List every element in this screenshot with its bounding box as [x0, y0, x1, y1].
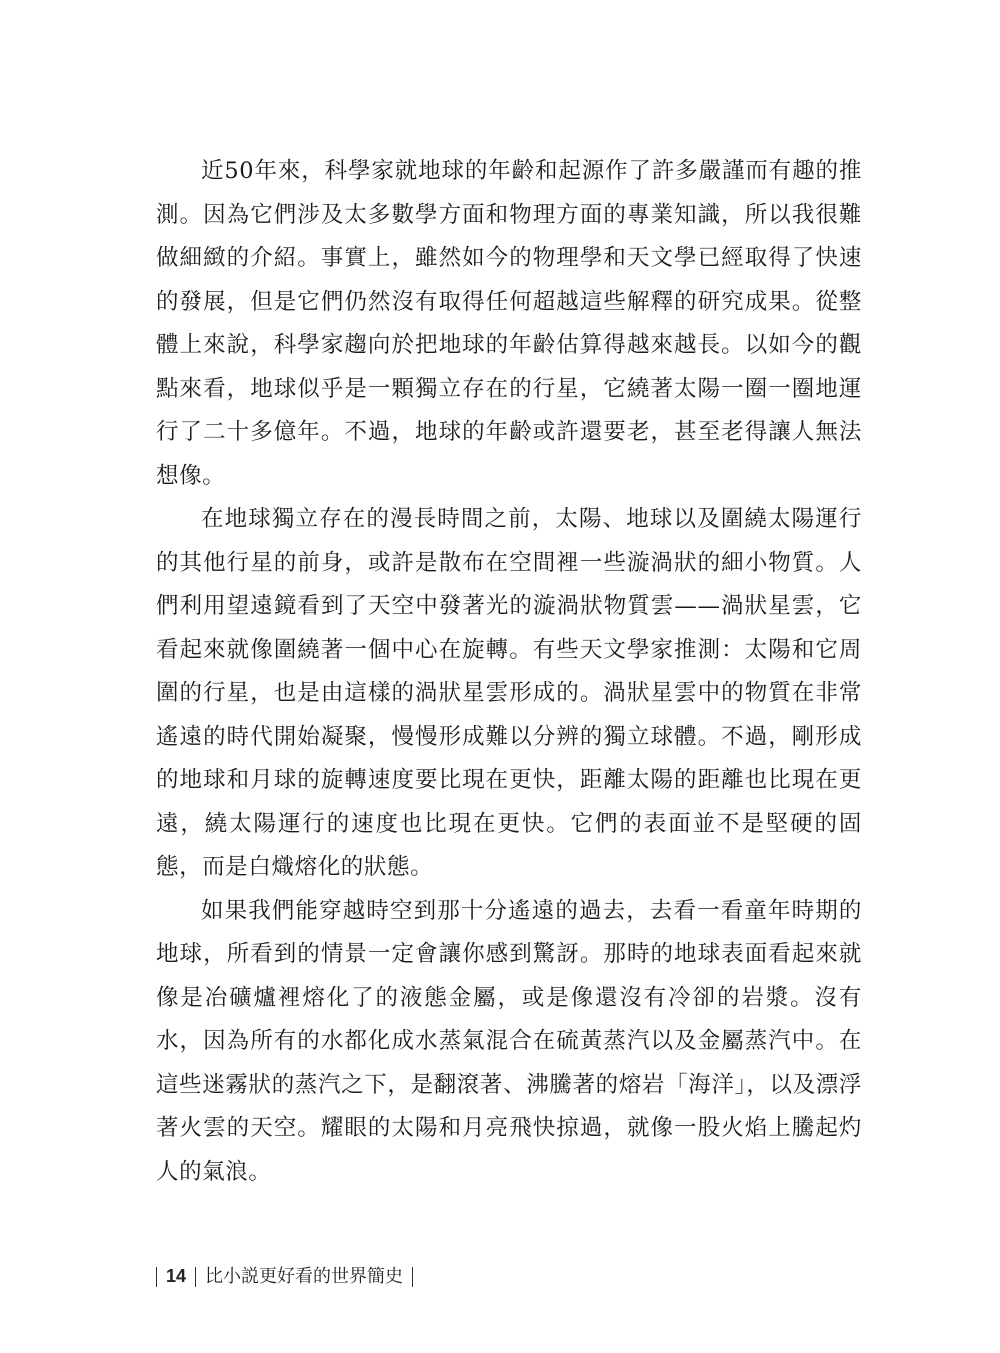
- paragraph-1: 近50年來，科學家就地球的年齡和起源作了許多嚴謹而有趣的推測。因為它們涉及太多數學方面和物理方面的專業知識，所以我很難做細緻的介紹。事實上，雖然如今的物理學和天文學已經取得了快速的發展，但是它們仍然沒有取得任何超越這些解釋的研究成果。從整體上來說，科學家趨向於把地球的年齡估算得越來越長。以如今的觀點來看，地球似乎是一顆獨立存在的行星，它繞著太陽一圈一圈地運行了二十多億年。不過，地球的年齡或許還要老，甚至老得讓人無法想像。: [156, 158, 862, 489]
- book-title: 比小説更好看的世界簡史: [205, 1266, 404, 1286]
- paragraph-2: 在地球獨立存在的漫長時間之前，太陽、地球以及圍繞太陽運行的其他行星的前身，或許是散布在空間裡一些漩渦狀的細小物質。人們利用望遠鏡看到了天空中發著光的漩渦狀物質雲——渦狀星雲，它看起來就像圍繞著一個中心在旋轉。有些天文學家推測：太陽和它周圍的行星，也是由這樣的渦狀星雲形成的。渦狀星雲中的物質在非常遙遠的時代開始凝聚，慢慢形成難以分辨的獨立球體。不過，剛形成的地球和月球的旋轉速度要比現在更快，距離太陽的距離也比現在更遠，繞太陽運行的速度也比現在更快。它們的表面並不是堅硬的固態，而是白熾熔化的狀態。: [156, 506, 862, 880]
- page-number: 14: [166, 1266, 187, 1286]
- paragraph-3: 如果我們能穿越時空到那十分遙遠的過去，去看一看童年時期的地球，所看到的情景一定會讓你感到驚訝。那時的地球表面看起來就像是冶礦爐裡熔化了的液態金屬，或是像還沒有冷卻的岩漿。沒有水，因為所有的水都化成水蒸氣混合在硫黃蒸汽以及金屬蒸汽中。在這些迷霧狀的蒸汽之下，是翻滾著、沸騰著的熔岩「海洋」，以及漂浮著火雲的天空。耀眼的太陽和月亮飛快掠過，就像一股火焰上騰起灼人的氣浪。: [156, 897, 862, 1185]
- page-footer: [156, 1264, 422, 1288]
- footer-divider: [195, 1267, 196, 1287]
- footer-divider: [412, 1267, 413, 1287]
- page-body: [156, 150, 862, 1194]
- footer-divider: [156, 1267, 157, 1287]
